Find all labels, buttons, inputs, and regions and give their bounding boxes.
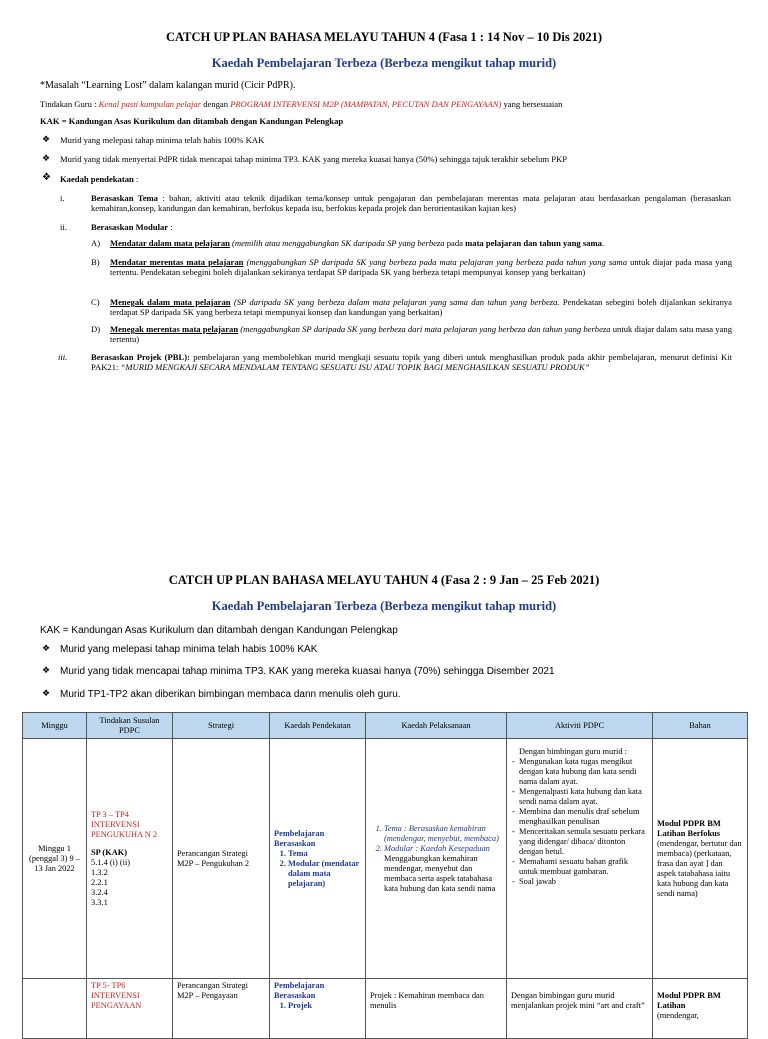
kaedah-head: Pembelajaran Berasaskan (274, 981, 325, 1000)
fasa2-bullet-1: Murid yang melepasi tahap minima telah habis 100% KAK (60, 644, 318, 655)
kaedah-pendekatan-cell (270, 979, 366, 1039)
sub-d-ital: (menggabungkan SP daripada SK yang berbeza dari mata pelajaran yang berbeza dan tahun yang berbeza (238, 324, 611, 334)
item-ii (91, 222, 173, 232)
sub-a-bold: mata pelajaran dan tahun yang sama (465, 238, 602, 248)
item-i-label: Berasaskan Tema (91, 193, 158, 203)
tindakan-mid: dengan (201, 99, 231, 109)
diamond-bullet-icon: ❖ (42, 172, 51, 183)
kaedah-pendekatan-cell (270, 739, 366, 979)
sub-c-ital: (SP daripada SK yang berbeza dalam mata pelajaran yang sama dan tahun yang berbeza. (230, 297, 560, 307)
aktiviti-cell: Dengan bimbingan guru murid menjalankan projek mini “art and craft” (507, 979, 653, 1039)
header-kaedah-pelaksanaan: Kaedah Pelaksanaan (366, 713, 507, 739)
sub-c-letter: C) (91, 297, 100, 307)
masalah-text: *Masalah “Learning Lost” dalam kalangan murid (Cicir PdPR). (40, 80, 296, 91)
pelaksanaan-list (370, 824, 502, 854)
bahan-bold: Modul PDPR BM Latihan Berfokus (657, 818, 721, 838)
pelaksanaan-text: Menggabungkan kemahiran mendengar, menyebut dan membaca serta aspek tatabahasa kata hubung dan kata sendi nama (384, 853, 496, 893)
tindakan-red1: Kenal pasti kumpulan pelajar (98, 99, 202, 109)
kaedah-heading (60, 174, 138, 184)
bahan-text: (mendengar, bertutur dan membaca) (perkataan, frasa dan ayat ] dan aspek tatabahasa iaitu kata hubung dan kata sendi nama) (657, 838, 742, 898)
item-ii-num: ii. (60, 222, 67, 232)
item-iii-quote: “MURID MENGKAJI SECARA MENDALAM TENTANG SESUATU ISU ATAU TOPIK BAGI MENGHASILKAN SESUATU PRODUK” (120, 362, 590, 373)
kaedah-heading-colon: : (133, 174, 139, 184)
aktiviti-item: - Membina dan menulis draf sebelum menghasilkan penulisan (519, 807, 648, 827)
fasa2-kak: KAK = Kandungan Asas Kurikulum dan ditambah dengan Kandungan Pelengkap (40, 625, 398, 636)
sub-c (110, 297, 732, 317)
sub-a (110, 238, 732, 248)
sub-d-rest: untuk diajar dalam satu masa yang tertentu) (110, 324, 732, 345)
tindakan-suffix: yang bersesuaian (501, 99, 563, 109)
header-tindakan: Tindakan Susulan PDPC (87, 713, 173, 739)
sub-a-rest: pada (444, 238, 466, 248)
item-ii-label: Berasaskan Modular (91, 222, 169, 232)
aktiviti-item: - Soal jawab (519, 877, 648, 887)
bahan-bold: Modul PDPR BM Latihan (657, 991, 721, 1010)
aktiviti-item: - Memahami sesuatu bahan grafik untuk membuat gambaran. (519, 857, 648, 877)
item-ii-colon: : (168, 222, 173, 232)
fasa1-kak: KAK = Kandungan Asas Kurikulum dan ditambah dengan Kandungan Pelengkap (40, 116, 344, 126)
kaedah-item-modular: 2. Modular (mendatar dalam mata pelajaran) (288, 859, 361, 889)
aktiviti-item: - Menceritakan semula sesuatu perkara yang didengar/ dibaca/ ditonton dengan betul. (519, 827, 648, 857)
diamond-bullet-icon: ❖ (42, 643, 51, 653)
aktiviti-list (511, 757, 648, 887)
sub-b-letter: B) (91, 257, 100, 267)
tindakan-item: 2.2.1 (91, 877, 108, 887)
strategi-cell: Perancangan Strategi M2P – Pengayaan (173, 979, 270, 1039)
item-i-num: i. (60, 193, 65, 203)
kaedah-item-projek: 1. Projek (288, 1001, 361, 1011)
kaedah-list (274, 849, 361, 889)
fasa1-bullet-1: Murid yang melepasi tahap minima telah habis 100% KAK (60, 135, 265, 145)
table-header-row (23, 713, 748, 739)
item-i-text: : bahan, aktiviti atau teknik dijadikan tema/konsep untuk pengajaran dan pembelajaran merentas mata pelajaran atau berdasarkan pengalaman (berasaskan kemahiran,konsep, kandungan dan kemahiran, berfokus kepada isu, berfokus kepada projek dan berorientasikan kajian kes) (91, 193, 731, 214)
aktiviti-item: - Mengenalpasti kata hubung dan kata sendi nama dalam ayat. (519, 787, 648, 807)
item-iii-text: pembelajaran yang membolehkan murid mengkaji sesuatu topik yang diberi untuk menghasilkan produk pada akhir pembelajaran, menurut definisi Kit PAK21: (91, 352, 732, 373)
minggu-cell: Minggu 1 (penggal 3) 9 – 13 Jan 2022 (23, 739, 87, 979)
sub-c-rest: Pendekatan sebegini boleh dijalankan sekiranya terdapat SP daripada SK yang berbeza tetapi mempunyai konsep dan kandungan yang berkaitan) (110, 297, 732, 318)
tindakan-item: 3.3.1 (91, 897, 108, 907)
kaedah-item-tema: 1. Tema (288, 849, 361, 859)
header-minggu: Minggu (23, 713, 87, 739)
pelaksanaan-item-modular: 2. Modular : Kaedah Kesepaduan (384, 844, 502, 854)
fasa2-subtitle: Kaedah Pembelajaran Terbeza (Berbeza mengikut tahap murid) (211, 599, 557, 613)
table-row (23, 739, 748, 979)
pelaksanaan-cell: Projek : Kemahiran membaca dan menulis (366, 979, 507, 1039)
tindakan-item: 3.2.4 (91, 887, 108, 897)
aktiviti-intro: Dengan bimbingan guru murid : (519, 747, 627, 756)
sub-a-label: Mendatar dalam mata pelajaran (110, 238, 230, 248)
tindakan-cell (87, 979, 173, 1039)
kaedah-list (274, 1001, 361, 1011)
sub-d-letter: D) (91, 324, 101, 334)
header-strategi: Strategi (173, 713, 270, 739)
sub-b-label: Mendatar merentas mata pelajaran (110, 257, 244, 267)
sub-b-rest: untuk diajar pada masa yang tertentu. Pendekatan sebegini boleh dijalankan sekiranya terdapat SP daripada SK yang berbeza tetapi mempunyai konsep yang berkaitan) (110, 257, 732, 278)
item-iii-label: Berasaskan Projek (PBL): (91, 352, 190, 362)
bahan-cell (653, 979, 748, 1039)
bahan-cell (653, 739, 748, 979)
tindakan-prefix: Tindakan Guru : (40, 99, 99, 109)
tindakan-red: TP 5- TP6 INTERVENSI PENGAYAAN (91, 981, 142, 1010)
diamond-bullet-icon: ❖ (42, 665, 51, 675)
fasa2-bullet-2: Murid yang tidak mencapai tahap minima TP3. KAK yang mereka kuasai hanya (70%) sehingga Disember 2021 (60, 666, 555, 677)
diamond-bullet-icon: ❖ (42, 134, 51, 144)
aktiviti-item: - Mengunakan kata tugas mengikut dengan kata hubung dan kata sendi nama dalam ayat. (519, 757, 648, 787)
sub-d (110, 324, 732, 344)
diamond-bullet-icon: ❖ (42, 153, 51, 163)
kaedah-head: Pembelajaran Berasaskan (274, 828, 325, 848)
tindakan-cell (87, 739, 173, 979)
pelaksanaan-item-tema: 1. Tema : Berasaskan kemahiran (mendengar, menyebut, membaca) (384, 824, 502, 844)
minggu-cell (23, 979, 87, 1039)
table-row (23, 979, 748, 1039)
plan-table (22, 712, 748, 1039)
tindakan-item: 1.3.2 (91, 867, 108, 877)
fasa2-bullet-3: Murid TP1-TP2 akan diberikan bimbingan membaca dann menulis oleh guru. (60, 689, 401, 700)
strategi-cell: Perancangan Strategi M2P – Pengukuhan 2 (173, 739, 270, 979)
sub-a-letter: A) (91, 238, 101, 248)
sub-c-label: Menegak dalam mata pelajaran (110, 297, 231, 307)
pelaksanaan-cell (366, 739, 507, 979)
diamond-bullet-icon: ❖ (42, 688, 51, 698)
bahan-text: (mendengar, (657, 1011, 699, 1020)
item-i (91, 193, 731, 213)
fasa1-subtitle: Kaedah Pembelajaran Terbeza (Berbeza mengikut tahap murid) (211, 56, 557, 70)
tindakan-item: 5.1.4 (i) (ii) (91, 857, 131, 867)
fasa1-bullet-2: Murid yang tidak menyertai PdPR tidak mencapai tahap minima TP3. KAK yang mereka kuasai hanya (50%) sehingga tajuk terakhir sebelum PKP (60, 154, 567, 164)
sub-b (110, 257, 732, 277)
sub-b-ital: (menggabungkan SP daripada SK yang berbeza pada mata pelajaran yang berbeza pada tahun yang sama (243, 257, 628, 267)
sub-a-end: . (601, 238, 605, 248)
fasa1-title: CATCH UP PLAN BAHASA MELAYU TAHUN 4 (Fasa 1 : 14 Nov – 10 Dis 2021) (165, 30, 603, 44)
header-bahan: Bahan (653, 713, 748, 739)
sub-d-label: Menegak merentas mata pelajaran (110, 324, 239, 334)
tindakan-red2: PROGRAM INTERVENSI M2P (MAMPATAN, PECUTAN DAN PENGAYAAN) (230, 99, 502, 109)
header-aktiviti: Aktiviti PDPC (507, 713, 653, 739)
sub-a-ital: (memilih atau menggabungkan SK daripada SP yang berbeza (229, 238, 445, 248)
fasa2-title: CATCH UP PLAN BAHASA MELAYU TAHUN 4 (Fasa 2 : 9 Jan – 25 Feb 2021) (168, 573, 600, 587)
tindakan-guru (40, 99, 562, 109)
tindakan-sp: SP (KAK) (91, 847, 128, 857)
header-kaedah-pendekatan: Kaedah Pendekatan (270, 713, 366, 739)
item-iii-num: iii. (58, 352, 68, 362)
item-iii (91, 352, 732, 372)
aktiviti-cell (507, 739, 653, 979)
kaedah-heading-label: Kaedah pendekatan (60, 174, 134, 184)
tindakan-red: TP 3 – TP4 INTERVENSI PENGUKUHA N 2 (91, 809, 158, 839)
